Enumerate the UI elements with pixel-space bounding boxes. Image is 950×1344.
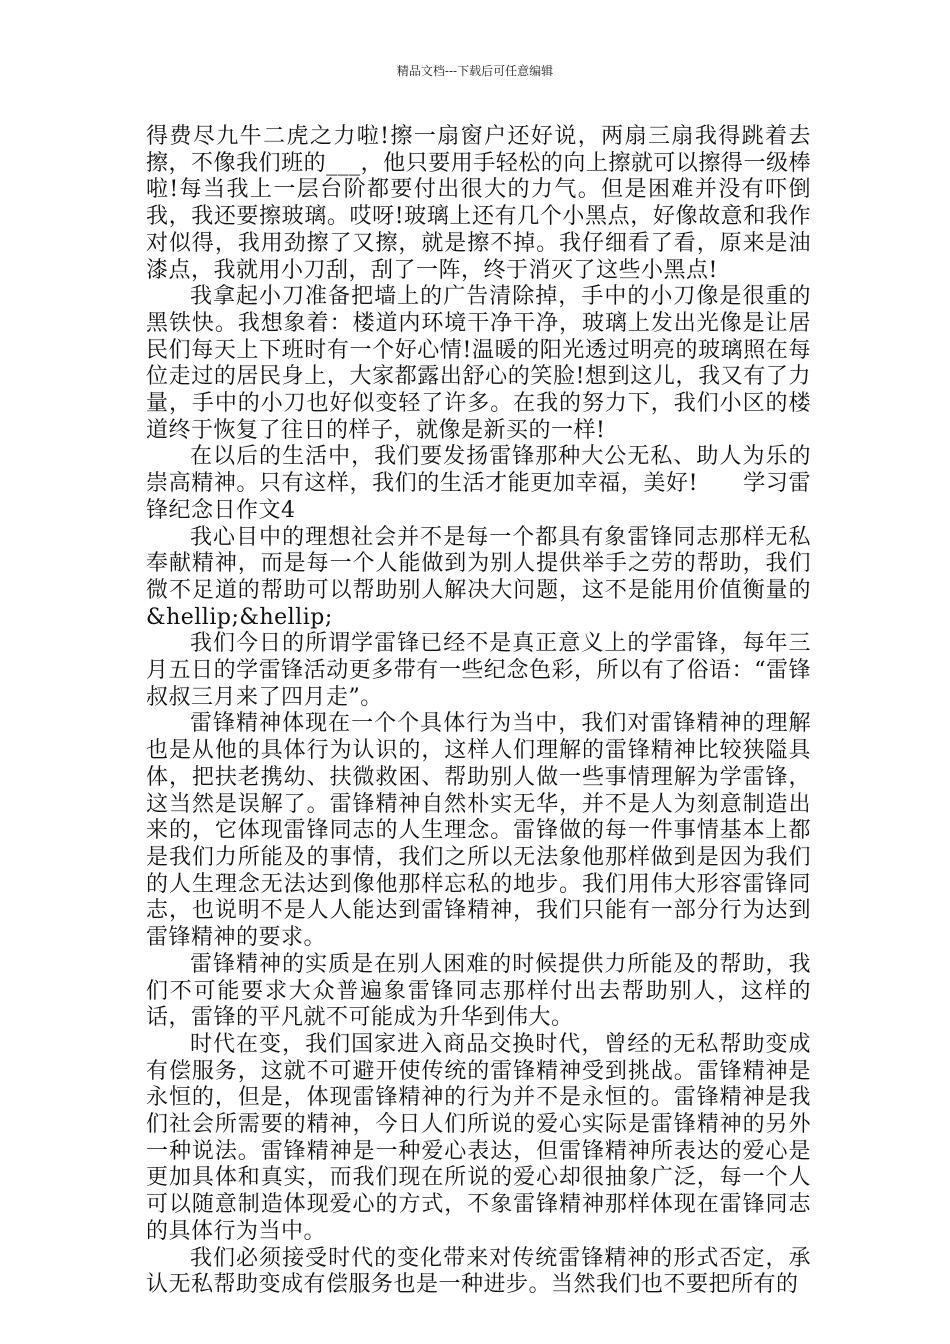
paragraph-7: 雷锋精神的实质是在别人困难的时候提供力所能及的帮助，我们不可能要求大众普遍象雷锋同志那样付出去帮助别人，这样的话，雷锋的平凡就不可能成为升华到伟大。: [146, 951, 811, 1031]
paragraph-5: 我们今日的所谓学雷锋已经不是真正意义上的学雷锋，每年三月五日的学雷锋活动更多带有一些纪念色彩，所以有了俗语：“雷锋叔叔三月来了四月走”。: [146, 631, 811, 710]
paragraph-1: 得费尽九牛二虎之力啦!擦一扇窗户还好说，两扇三扇我得跳着去擦，不像我们班的___，他只要用手轻松的向上擦就可以擦得一级棒啦!每当我上一层台阶都要付出很大的力气。但是困难并没有吓倒我，我还要擦玻璃。哎呀!玻璃上还有几个小黑点，好像故意和我作对似得，我用劲擦了又擦，就是擦不掉。我仔细看了看，原来是油漆点，我就用小刀刮，刮了一阵，终于消灭了这些小黑点!: [146, 124, 811, 283]
paragraph-9: 我们必须接受时代的变化带来对传统雷锋精神的形式否定，承认无私帮助变成有偿服务也是一种进步。当然我们也不要把所有的: [146, 1245, 811, 1298]
document-body: [146, 124, 811, 1299]
paragraph-3: 在以后的生活中，我们要发扬雷锋那种大公无私、助人为乐的崇高精神。只有这样，我们的生活才能更加幸福，美好! 学习雷锋纪念日作文4: [146, 444, 811, 523]
paragraph-6: 雷锋精神体现在一个个具体行为当中，我们对雷锋精神的理解也是从他的具体行为认识的，这样人们理解的雷锋精神比较狭隘具体，把扶老携幼、扶微救困、帮助别人做一些事情理解为学雷锋，这当然是误解了。雷锋精神自然朴实无华，并不是人为刻意制造出来的，它体现雷锋同志的人生理念。雷锋做的每一件事情基本上都是我们力所能及的事情，我们之所以无法象他那样做到是因为我们的人生理念无法达到像他那样忘私的地步。我们用伟大形容雷锋同志，也说明不是人人能达到雷锋精神，我们只能有一部分行为达到雷锋精神的要求。: [146, 711, 811, 951]
paragraph-8: 时代在变，我们国家进入商品交换时代，曾经的无私帮助变成有偿服务，这就不可避开使传统的雷锋精神受到挑战。雷锋精神是永恒的，但是，体现雷锋精神的行为并不是永恒的。雷锋精神是我们社会所需要的精神，今日人们所说的爱心实际是雷锋精神的另外一种说法。雷锋精神是一种爱心表达，但雷锋精神所表达的爱心是更加具体和真实，而我们现在所说的爱心却很抽象广泛，每一个人可以随意制造体现爱心的方式，不象雷锋精神那样体现在雷锋同志的具体行为当中。: [146, 1031, 811, 1244]
paragraph-4: 我心目中的理想社会并不是每一个都具有象雷锋同志那样无私奉献精神，而是每一个人能做到为别人提供举手之劳的帮助，我们微不足道的帮助可以帮助别人解决大问题，这不是能用价值衡量的&hellip;&hellip;: [146, 524, 811, 630]
page-header: 精品文档---下载后可任意编辑: [396, 64, 554, 78]
paragraph-2: 我拿起小刀准备把墙上的广告清除掉，手中的小刀像是很重的黑铁快。我想象着：楼道内环境干净干净，玻璃上发出光像是让居民们每天上下班时有一个好心情!温暖的阳光透过明亮的玻璃照在每位走过的居民身上，大家都露出舒心的笑脸!想到这儿，我又有了力量，手中的小刀也好似变轻了许多。在我的努力下，我们小区的楼道终于恢复了往日的样子，就像是新买的一样!: [146, 284, 811, 443]
